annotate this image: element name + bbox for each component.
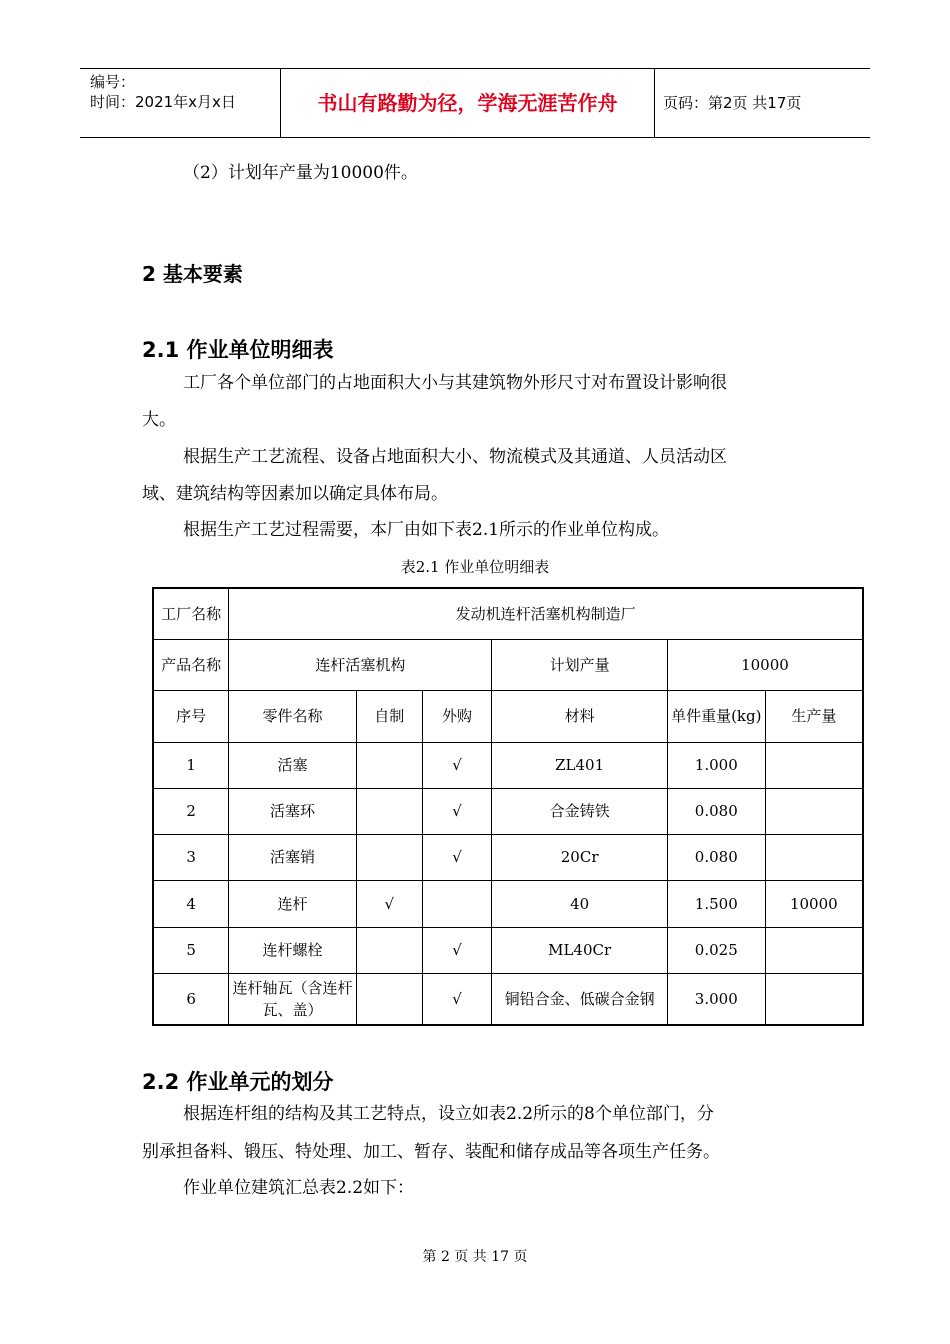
- cell: 3: [153, 834, 229, 880]
- header-cell: 单件重量(kg): [667, 690, 765, 742]
- table-caption: 表2.1 作业单位明细表: [400, 558, 550, 576]
- unit-detail-table: [152, 587, 864, 1026]
- header-motto: 书山有路勤为径，学海无涯苦作舟: [280, 69, 655, 137]
- cell: [356, 973, 422, 1025]
- cell: 5: [153, 927, 229, 973]
- table-row: [153, 927, 863, 973]
- cell: 0.080: [667, 788, 765, 834]
- paragraph-4-line-1: 根据连杆组的结构及其工艺特点，设立如表2.2所示的8个单位部门，分: [183, 1104, 714, 1124]
- cell: √: [422, 788, 492, 834]
- paragraph-5: 作业单位建筑汇总表2.2如下：: [183, 1178, 415, 1198]
- cell: √: [422, 834, 492, 880]
- table-row: [153, 880, 863, 927]
- section-2-1-heading: 2.1 作业单位明细表: [142, 338, 334, 362]
- cell: 0.080: [667, 834, 765, 880]
- product-label: 产品名称: [153, 639, 229, 690]
- plan-value: 10000: [667, 639, 863, 690]
- header-cell: 生产量: [765, 690, 863, 742]
- cell: [422, 880, 492, 927]
- cell: [765, 927, 863, 973]
- plan-label: 计划产量: [492, 639, 668, 690]
- header-cell: 零件名称: [229, 690, 357, 742]
- cell: 40: [492, 880, 668, 927]
- time-label: 时间：2021年x月x日: [90, 93, 236, 111]
- cell: [765, 834, 863, 880]
- cell: 活塞: [229, 742, 357, 788]
- cell: 1.000: [667, 742, 765, 788]
- cell: 6: [153, 973, 229, 1025]
- table-row: [153, 742, 863, 788]
- header-cell: 材料: [492, 690, 668, 742]
- cell: √: [422, 973, 492, 1025]
- cell: 活塞环: [229, 788, 357, 834]
- cell: 1.500: [667, 880, 765, 927]
- number-label: 编号：: [90, 73, 136, 91]
- cell: [765, 788, 863, 834]
- cell: [356, 834, 422, 880]
- cell: [765, 973, 863, 1025]
- paragraph-1-line-2: 大。: [142, 410, 176, 430]
- paragraph-4-line-2: 别承担备料、锻压、特处理、加工、暂存、装配和储存成品等各项生产任务。: [142, 1142, 720, 1162]
- cell: ZL401: [492, 742, 668, 788]
- cell: 铜铅合金、低碳合金钢: [492, 973, 668, 1025]
- page-header: [80, 68, 870, 138]
- table-row: [153, 788, 863, 834]
- cell: 3.000: [667, 973, 765, 1025]
- cell: ML40Cr: [492, 927, 668, 973]
- header-cell: 外购: [422, 690, 492, 742]
- header-meta: [80, 69, 280, 137]
- table-header-row: [153, 690, 863, 742]
- header-page-info: 页码：第2页 共17页: [663, 94, 802, 112]
- factory-label: 工厂名称: [153, 588, 229, 639]
- cell: 连杆螺栓: [229, 927, 357, 973]
- factory-name: 发动机连杆活塞机构制造厂: [229, 588, 863, 639]
- cell: [356, 788, 422, 834]
- cell: 10000: [765, 880, 863, 927]
- cell: 0.025: [667, 927, 765, 973]
- paragraph-2-line-2: 域、建筑结构等因素加以确定具体布局。: [142, 484, 448, 504]
- plan-line: （2）计划年产量为10000件。: [183, 163, 418, 183]
- cell: √: [356, 880, 422, 927]
- page-footer: 第 2 页 共 17 页: [422, 1249, 528, 1265]
- cell: 2: [153, 788, 229, 834]
- header-cell: 自制: [356, 690, 422, 742]
- table-row: [153, 973, 863, 1025]
- paragraph-3: 根据生产工艺过程需要，本厂由如下表2.1所示的作业单位构成。: [183, 520, 670, 540]
- cell: 合金铸铁: [492, 788, 668, 834]
- cell: 1: [153, 742, 229, 788]
- product-row: [153, 639, 863, 690]
- cell: 活塞销: [229, 834, 357, 880]
- cell: [765, 742, 863, 788]
- cell: 连杆: [229, 880, 357, 927]
- cell: 4: [153, 880, 229, 927]
- cell: √: [422, 927, 492, 973]
- section-2-2-heading: 2.2 作业单元的划分: [142, 1070, 334, 1094]
- header-cell: 序号: [153, 690, 229, 742]
- product-name: 连杆活塞机构: [229, 639, 492, 690]
- table-row: [153, 834, 863, 880]
- cell: [356, 927, 422, 973]
- cell: 连杆轴瓦（含连杆瓦、盖）: [229, 973, 357, 1025]
- paragraph-2-line-1: 根据生产工艺流程、设备占地面积大小、物流模式及其通道、人员活动区: [183, 447, 727, 467]
- paragraph-1-line-1: 工厂各个单位部门的占地面积大小与其建筑物外形尺寸对布置设计影响很: [183, 373, 727, 393]
- cell: [356, 742, 422, 788]
- cell: 20Cr: [492, 834, 668, 880]
- section-2-heading: 2 基本要素: [142, 262, 243, 286]
- factory-row: [153, 588, 863, 639]
- cell: √: [422, 742, 492, 788]
